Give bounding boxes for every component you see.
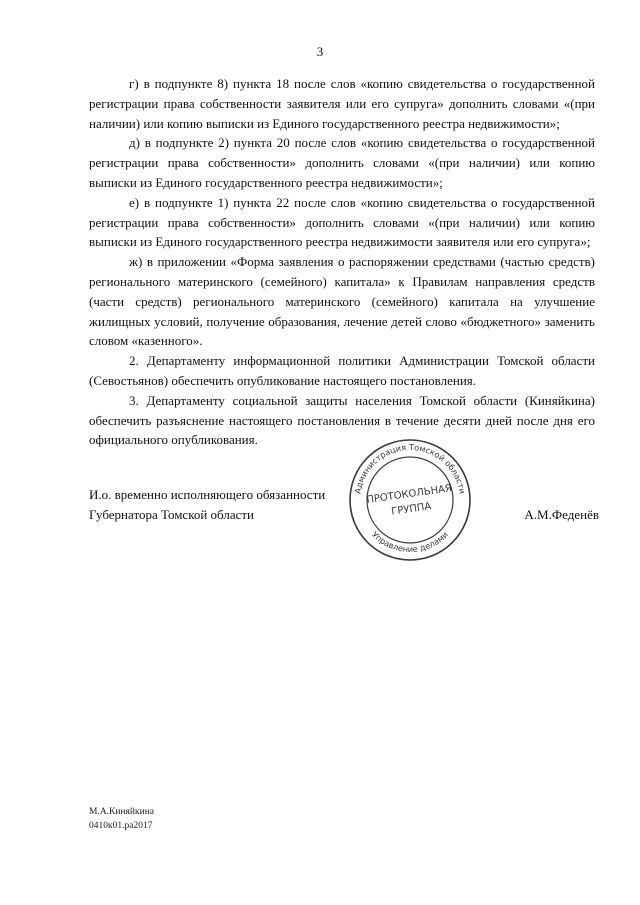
footer-author: М.А.Киняйкина	[89, 807, 155, 817]
stamp-center-line-2: ГРУППА	[390, 501, 432, 518]
footer-doc-code: 0410к01.ра2017	[89, 821, 153, 831]
paragraph-item-2: 2. Департаменту информационной политики Администрации Томской области (Севостьянов) обеспечить опубликование настоящего постановления.	[89, 353, 595, 388]
signer-title-line-2: Губернатора Томской области	[89, 506, 255, 522]
paragraph-amendment-zh: ж) в приложении «Форма заявления о распоряжении средствами (частью средств) регионального материнского (семейного) капитала» к Правилам направления средств (части средств) регионального материнского (семейного) капитала на улучшение жилищных условий, получение образования, лечение детей слово «бюджетного» заменить словом «казенного».	[89, 254, 595, 349]
official-stamp	[347, 437, 473, 563]
stamp-ring-text: Администрация Томской области	[352, 441, 468, 495]
paragraph-amendment-g: г) в подпункте 8) пункта 18 после слов «копию свидетельства о государственной регистрации права собственности заявителя или его супруга» дополнить словами «(при наличии) или копию выписки из Единого государственного реестра недвижимости»;	[89, 76, 595, 131]
document-body	[89, 74, 595, 450]
paragraph-item-3: 3. Департаменту социальной защиты населения Томской области (Киняйкина) обеспечить разъяснение настоящего постановления в течение десяти дней после дня его официального опубликования.	[89, 392, 595, 448]
signer-name: А.М.Феденёв	[524, 506, 599, 522]
document-footer	[89, 805, 154, 833]
paragraph-amendment-e: е) в подпункте 1) пункта 22 после слов «копию свидетельства о государственной регистрации права собственности» дополнить словами «(при наличии) или копию выписки из Единого государственного реестра недвижимости заявителя или его супруга»;	[89, 194, 595, 250]
paragraph-amendment-d: д) в подпункте 2) пункта 20 после слов «копию свидетельства о государственной регистрации права собственности» дополнить словами «(при наличии) или копию выписки из Единого государственного реестра недвижимости»;	[89, 135, 595, 190]
signer-title-line-1: И.о. временно исполняющего обязанности	[89, 487, 326, 502]
page-number: 3	[316, 44, 324, 59]
stamp-bottom-text: Управление делами	[370, 529, 450, 555]
signature-block	[89, 485, 599, 524]
stamp-center-line-1: ПРОТОКОЛЬНАЯ	[365, 483, 453, 506]
